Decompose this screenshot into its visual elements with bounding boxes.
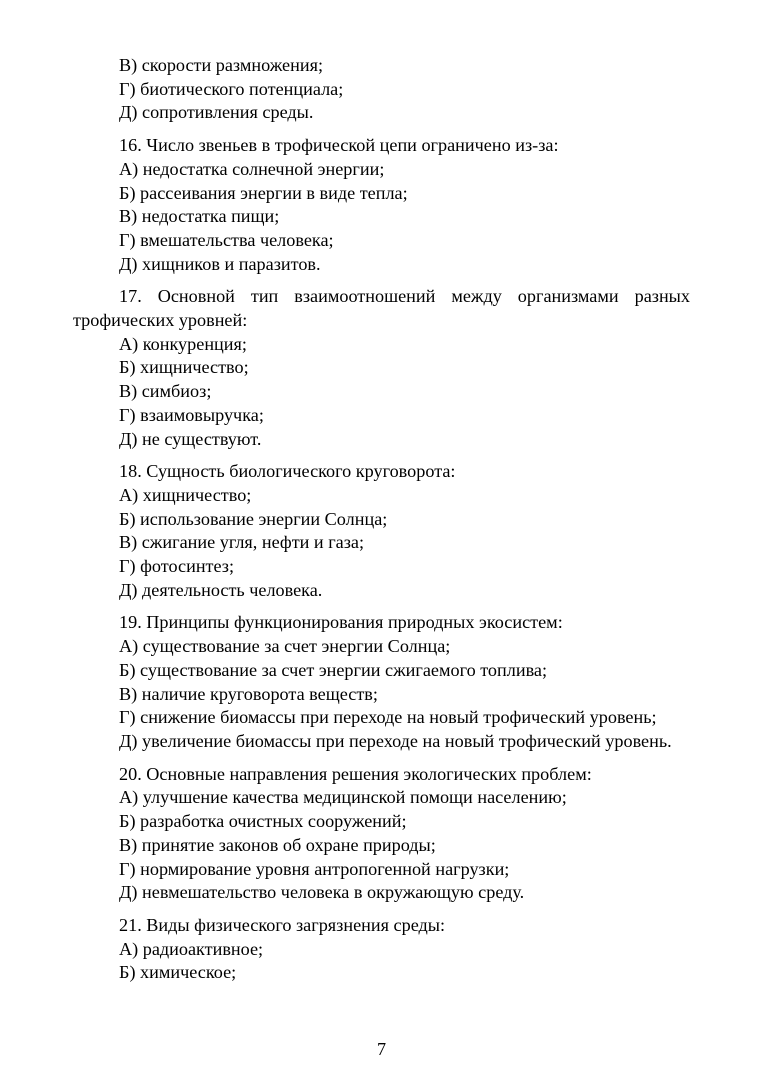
answer-option: Г) фотосинтез; bbox=[119, 556, 235, 577]
answer-option: А) радиоактивное; bbox=[119, 938, 264, 959]
answer-option: А) конкуренция; bbox=[119, 333, 247, 354]
answer-option: Д) деятельность человека. bbox=[119, 579, 323, 600]
question-text: 16. Число звеньев в трофической цепи ограничено из-за: bbox=[119, 135, 559, 156]
question-text: 19. Принципы функционирования природных экосистем: bbox=[119, 612, 563, 633]
answer-option: Б) рассеивания энергии в виде тепла; bbox=[119, 182, 408, 203]
answer-option: В) скорости размножения; bbox=[119, 55, 324, 75]
question-16 bbox=[73, 134, 690, 276]
answer-option: Г) снижение биомассы при переходе на новый трофический уровень; bbox=[119, 707, 657, 728]
answer-option: Б) химическое; bbox=[119, 962, 237, 983]
answer-option: Д) не существуют. bbox=[119, 428, 262, 449]
question-15-continuation bbox=[73, 54, 690, 125]
answer-option: В) сжигание угля, нефти и газа; bbox=[119, 532, 365, 553]
answer-option: Д) хищников и паразитов. bbox=[119, 253, 321, 274]
answer-option: В) наличие круговорота веществ; bbox=[119, 683, 378, 704]
answer-option: В) симбиоз; bbox=[119, 381, 212, 402]
page-number: 7 bbox=[376, 1039, 387, 1059]
answer-option: Г) вмешательства человека; bbox=[119, 229, 334, 250]
question-text: 21. Виды физического загрязнения среды: bbox=[119, 914, 446, 935]
question-text: 18. Сущность биологического круговорота: bbox=[119, 461, 456, 482]
question-19 bbox=[73, 611, 690, 753]
question-20 bbox=[73, 763, 690, 905]
question-17 bbox=[73, 285, 690, 451]
answer-option: В) недостатка пищи; bbox=[119, 206, 280, 227]
question-18 bbox=[73, 460, 690, 602]
question-text: 20. Основные направления решения экологических проблем: bbox=[119, 763, 592, 784]
answer-option: Д) невмешательство человека в окружающую среду. bbox=[119, 882, 525, 903]
answer-option: В) принятие законов об охране природы; bbox=[119, 834, 436, 855]
answer-option: А) хищничество; bbox=[119, 484, 252, 505]
question-21 bbox=[73, 914, 690, 985]
answer-option: Г) биотического потенциала; bbox=[119, 78, 344, 99]
answer-option: А) улучшение качества медицинской помощи населению; bbox=[119, 787, 567, 808]
answer-option: Б) использование энергии Солнца; bbox=[119, 508, 388, 529]
answer-option: Б) разработка очистных сооружений; bbox=[119, 811, 407, 832]
answer-option: Г) нормирование уровня антропогенной нагрузки; bbox=[119, 858, 510, 879]
answer-option: А) существование за счет энергии Солнца; bbox=[119, 636, 451, 657]
answer-option: Б) существование за счет энергии сжигаемого топлива; bbox=[119, 659, 548, 680]
question-text: 17. Основной тип взаимоотношений между организмами разных трофических уровней: bbox=[73, 286, 690, 331]
answer-option: Д) увеличение биомассы при переходе на новый трофический уровень. bbox=[119, 730, 672, 751]
document-page bbox=[73, 54, 690, 985]
answer-option: Д) сопротивления среды. bbox=[119, 102, 314, 123]
answer-option: Б) хищничество; bbox=[119, 357, 249, 378]
answer-option: Г) взаимовыручка; bbox=[119, 404, 264, 425]
answer-option: А) недостатка солнечной энергии; bbox=[119, 158, 385, 179]
